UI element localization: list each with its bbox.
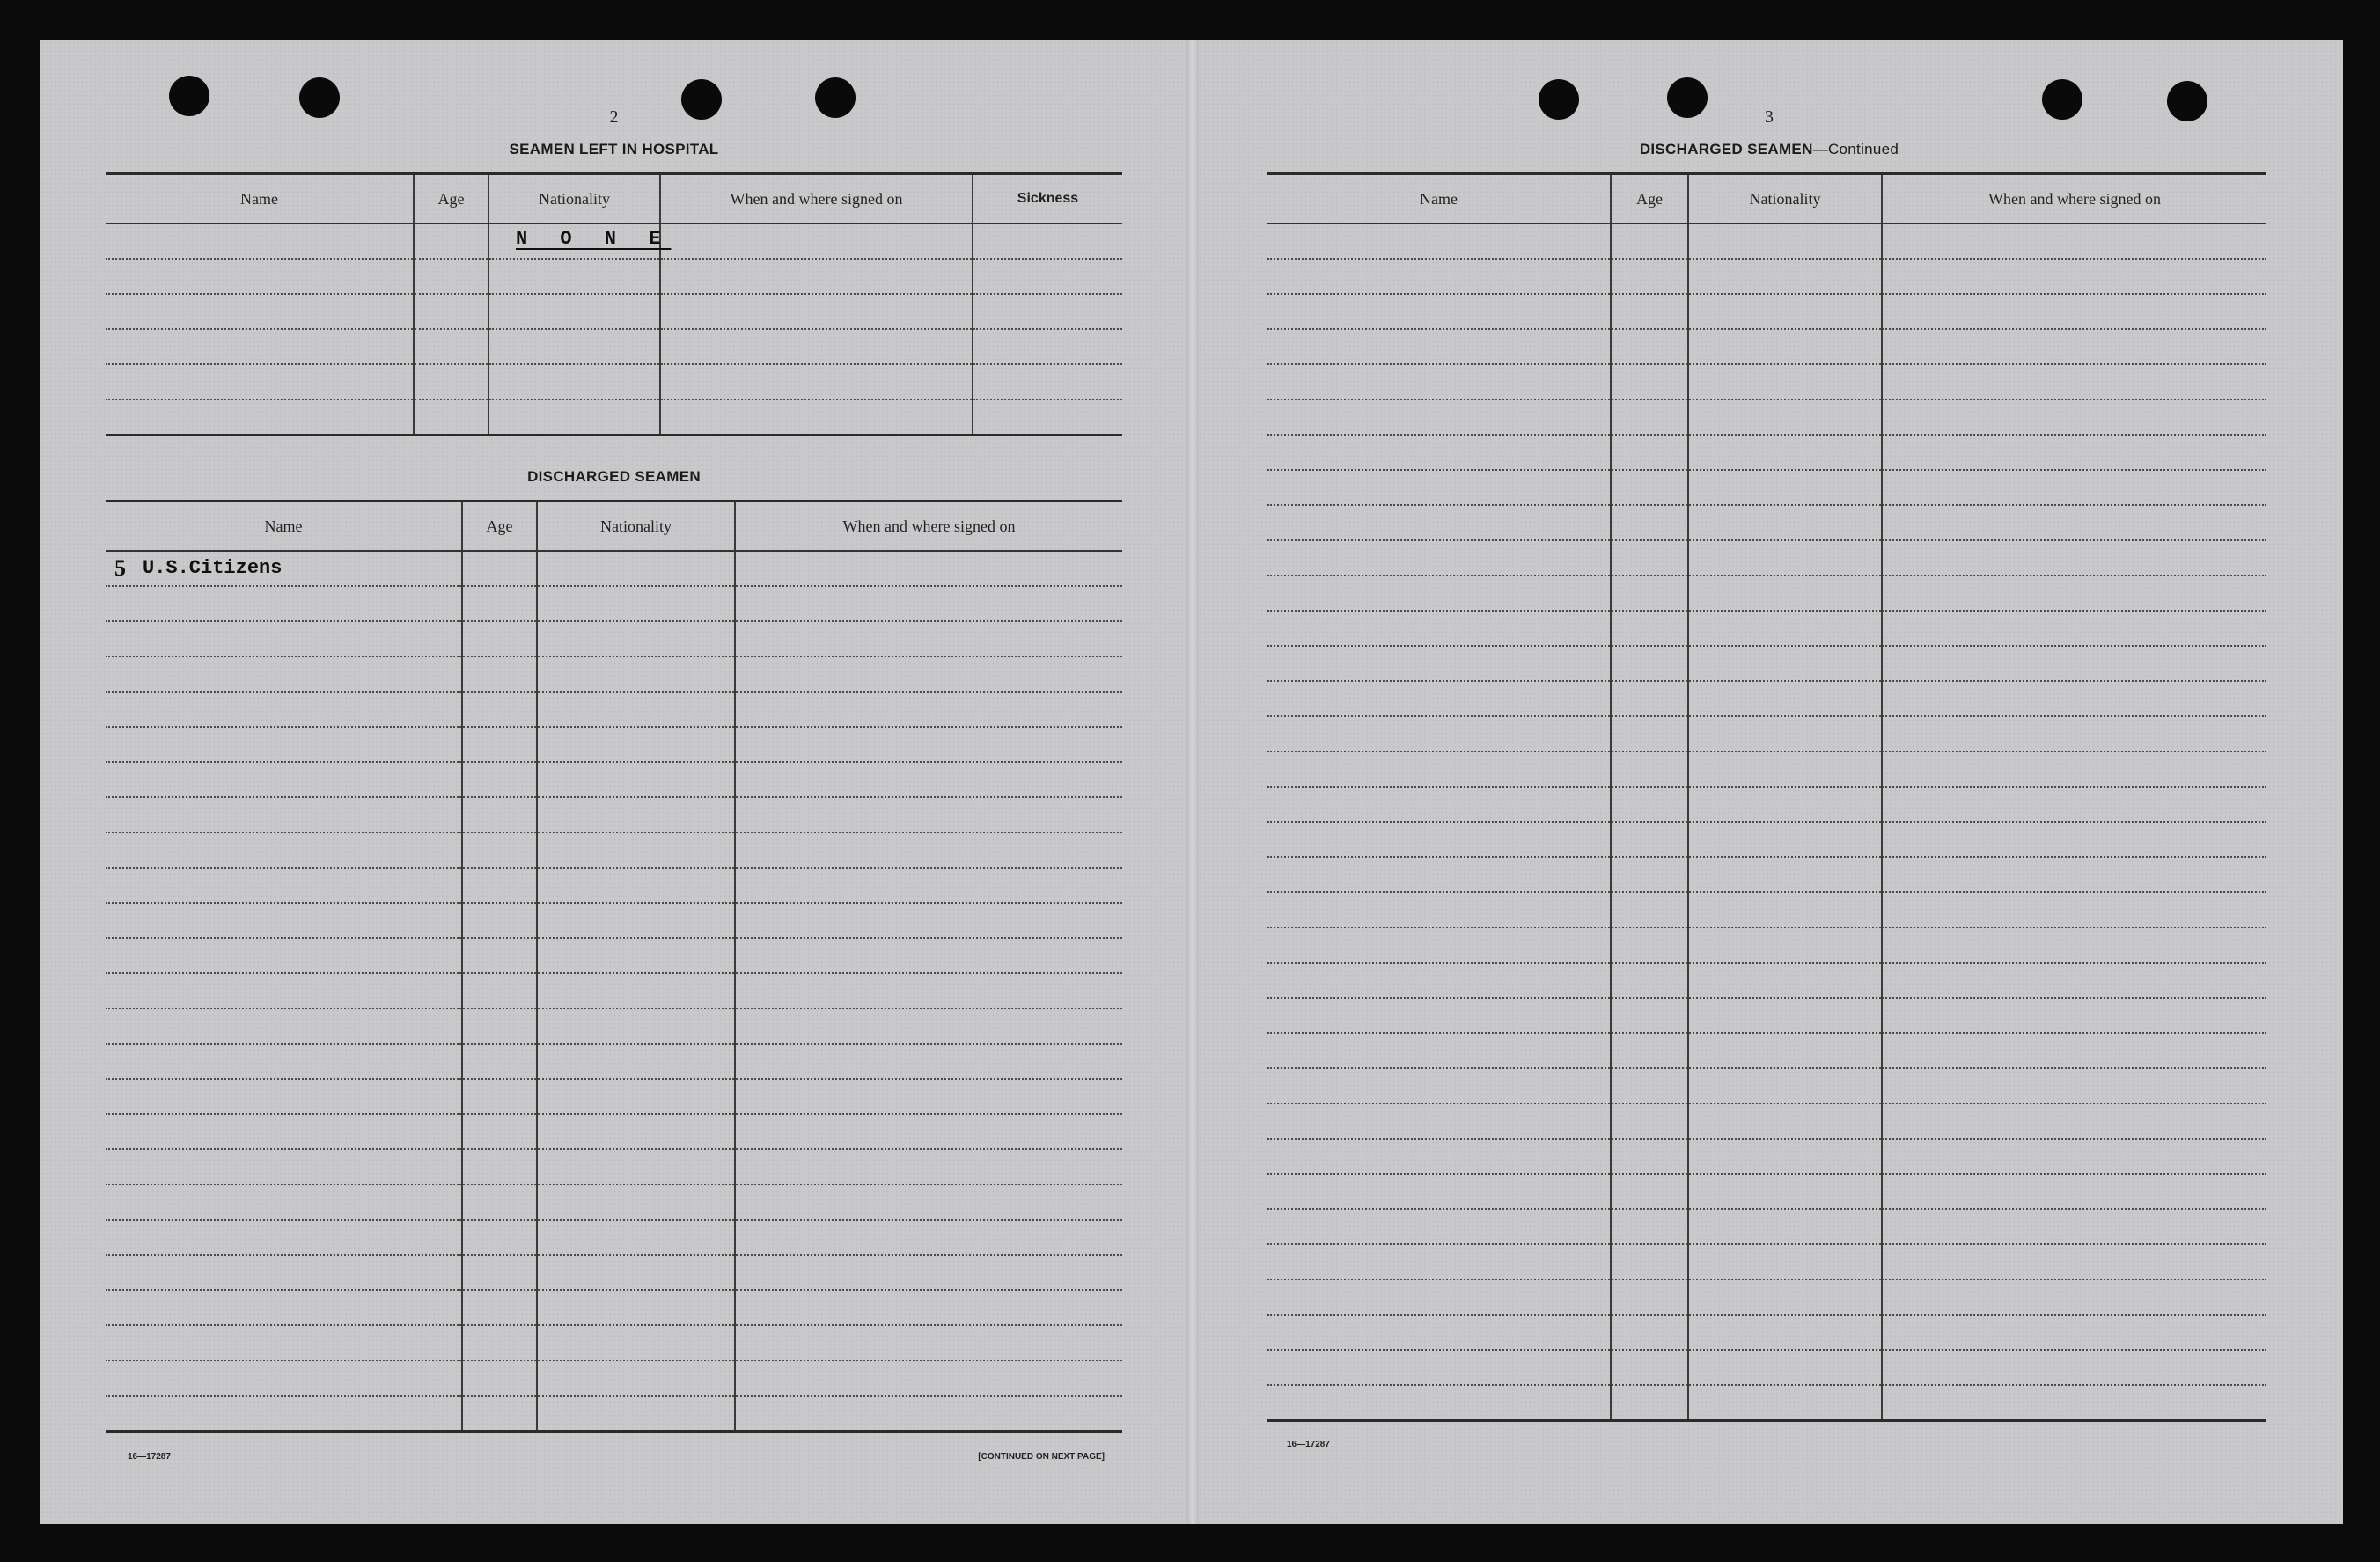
form-number: 16—17287: [1287, 1440, 1330, 1449]
table-row: [106, 797, 1122, 832]
none-entry: N O N E: [516, 228, 672, 250]
column-header-nationality: Nationality: [537, 502, 735, 552]
table-row: [106, 832, 1122, 868]
table-row: [106, 294, 1122, 329]
page-number: 2: [609, 107, 619, 127]
table-row: [1267, 540, 2266, 576]
table-row: [106, 224, 1122, 259]
table-row: [106, 973, 1122, 1008]
column-header-signed-on: When and where signed on: [660, 174, 973, 224]
table-row: [106, 1149, 1122, 1184]
column-header-name: Name: [106, 502, 462, 552]
discharged-continued-title: [1267, 141, 2271, 158]
right-page: [1267, 97, 2271, 1478]
table-row: [106, 1290, 1122, 1325]
table-row: [106, 938, 1122, 973]
column-header-sickness: Sickness: [973, 174, 1122, 224]
table-row: [106, 551, 1122, 586]
table-row: [1267, 963, 2266, 998]
discharged-section-title: DISCHARGED SEAMEN: [527, 468, 701, 485]
table-row: [1267, 646, 2266, 681]
table-row: [1267, 857, 2266, 892]
table-row: [1267, 1315, 2266, 1350]
hospital-section-title: SEAMEN LEFT IN HOSPITAL: [509, 141, 719, 158]
table-row: [106, 1220, 1122, 1255]
page-fold: [1186, 40, 1199, 1524]
table-row: [106, 1396, 1122, 1432]
table-row: [1267, 364, 2266, 400]
column-header-age: Age: [1611, 174, 1688, 224]
table-header-row: [106, 502, 1122, 552]
title-main: DISCHARGED SEAMEN: [1639, 141, 1813, 158]
table-row: [106, 1360, 1122, 1396]
table-row: [1267, 1104, 2266, 1139]
column-header-nationality: Nationality: [1688, 174, 1882, 224]
table-row: [1267, 611, 2266, 646]
table-row: [106, 1184, 1122, 1220]
table-row: [1267, 259, 2266, 294]
table-row: [1267, 822, 2266, 857]
table-row: [106, 329, 1122, 364]
table-row: [1267, 1139, 2266, 1174]
table-row: [1267, 681, 2266, 716]
column-header-age: Age: [414, 174, 488, 224]
table-row: [1267, 1244, 2266, 1280]
table-row: [106, 259, 1122, 294]
table-row: [1267, 1174, 2266, 1209]
left-page: [106, 97, 1122, 1487]
table-row: [1267, 1209, 2266, 1244]
title-suffix: —Continued: [1812, 141, 1899, 158]
hospital-table: [106, 172, 1122, 436]
table-row: [1267, 998, 2266, 1033]
table-row: [1267, 1350, 2266, 1385]
entry-count: 5: [114, 555, 126, 581]
entry-text: U.S.Citizens: [143, 557, 283, 579]
table-row: [1267, 1385, 2266, 1421]
table-row: [106, 1114, 1122, 1149]
column-header-nationality: Nationality: [488, 174, 660, 224]
table-row: [1267, 224, 2266, 259]
column-header-age: Age: [462, 502, 537, 552]
table-row: [106, 903, 1122, 938]
table-row: [1267, 435, 2266, 470]
table-row: [106, 400, 1122, 436]
table-row: [1267, 400, 2266, 435]
form-number: 16—17287: [128, 1452, 171, 1462]
table-row: [1267, 294, 2266, 329]
table-row: [1267, 928, 2266, 963]
table-row: [1267, 752, 2266, 787]
page-number: 3: [1765, 107, 1774, 127]
table-row: [106, 1079, 1122, 1114]
discharged-table: [106, 500, 1122, 1433]
table-header-row: [106, 174, 1122, 224]
table-row: [106, 868, 1122, 903]
table-row: [106, 1008, 1122, 1044]
table-row: [106, 727, 1122, 762]
table-row: [1267, 470, 2266, 505]
continued-note: [CONTINUED ON NEXT PAGE]: [978, 1452, 1105, 1462]
table-row: [1267, 576, 2266, 611]
table-row: [1267, 787, 2266, 822]
table-row: [1267, 892, 2266, 928]
table-row: [1267, 1033, 2266, 1068]
table-row: [106, 656, 1122, 692]
table-row: [106, 621, 1122, 656]
column-header-signed-on: When and where signed on: [735, 502, 1122, 552]
table-row: [106, 762, 1122, 797]
discharged-continued-table: [1267, 172, 2266, 1422]
table-row: [1267, 716, 2266, 752]
table-row: [106, 692, 1122, 727]
column-header-name: Name: [106, 174, 414, 224]
table-row: [1267, 1068, 2266, 1104]
table-row: [1267, 1280, 2266, 1315]
table-row: [106, 1255, 1122, 1290]
column-header-signed-on: When and where signed on: [1882, 174, 2266, 224]
table-row: [106, 364, 1122, 400]
table-row: [106, 1044, 1122, 1079]
table-row: [1267, 505, 2266, 540]
table-row: [106, 586, 1122, 621]
table-header-row: [1267, 174, 2266, 224]
column-header-name: Name: [1267, 174, 1611, 224]
table-row: [1267, 329, 2266, 364]
table-row: [106, 1325, 1122, 1360]
